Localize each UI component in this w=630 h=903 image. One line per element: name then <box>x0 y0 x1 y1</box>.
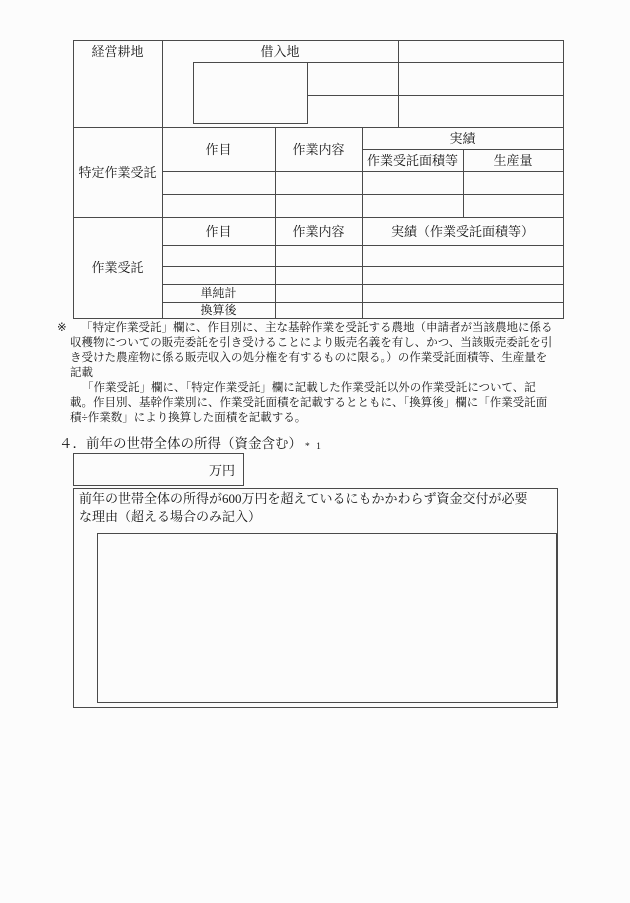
tokutei-entry-row-1[interactable] <box>163 172 563 194</box>
income-amount-box[interactable] <box>73 453 244 486</box>
jutaku-converted-cell[interactable] <box>276 303 563 318</box>
reason-label-line2: な理由（超える場合のみ記入） <box>79 509 262 524</box>
tokutei-col-results: 実績 <box>449 130 476 146</box>
jutaku-converted-label: 換算後 <box>200 303 237 317</box>
jutaku-entry-row-1[interactable] <box>163 246 563 266</box>
rented-land-detail-box[interactable] <box>194 63 307 123</box>
note-marker: ※ <box>57 322 67 334</box>
table-border <box>563 40 564 128</box>
reason-input-box[interactable] <box>97 533 557 703</box>
note-line: 「作業受託」欄に、「特定作業受託」欄に記載した作業受託以外の作業受託について、記 <box>82 382 536 394</box>
note-line: き受けた農産物に係る販売収入の処分権を有するものに限る。）の作業受託面積等、生産量を <box>70 352 548 364</box>
tokutei-col-work: 作業内容 <box>292 141 345 157</box>
table-border <box>307 62 308 124</box>
note-line: 載。作目別、基幹作業別に、作業受託面積を記載するとともに、「換算後」欄に「作業受託面 <box>70 397 548 409</box>
table-border <box>398 40 399 128</box>
rented-land-label: 借入地 <box>260 43 300 59</box>
reason-label-line1: 前年の世帯全体の所得が600万円を超えているにもかかわらず資金交付が必要 <box>79 491 528 506</box>
tokutei-col-production: 生産量 <box>493 152 533 168</box>
table-border <box>563 217 564 319</box>
table-border <box>563 127 564 218</box>
table-border <box>73 318 564 319</box>
table-border <box>193 123 308 124</box>
tokutei-row-label: 特定作業受託 <box>78 164 157 180</box>
section4-heading: ４．前年の世帯全体の所得（資金含む） <box>59 436 302 451</box>
note-line: 記載 <box>70 367 93 379</box>
tokutei-col-area: 作業受託面積等 <box>366 152 458 168</box>
amount-unit-label: 万円 <box>208 463 235 478</box>
note-line: 収穫物についての販売委託を引き受けることにより販売名義を有し、かつ、当該販売委託を引 <box>70 337 553 349</box>
note-line: 「特定作業受託」欄に、作目別に、主な基幹作業を受託する農地（申請者が当該農地に係る <box>81 322 553 334</box>
jutaku-entry-row-2[interactable] <box>163 267 563 284</box>
jutaku-simple-total-cell[interactable] <box>276 285 563 302</box>
management-land-label: 経営耕地 <box>91 43 144 59</box>
table-border <box>307 95 564 96</box>
tokutei-col-crop: 作目 <box>205 141 232 157</box>
jutaku-simple-total-label: 単純計 <box>200 286 237 300</box>
note-line: 積÷作業数」により換算した面積を記載する。 <box>70 412 307 424</box>
jutaku-row-label: 作業受託 <box>91 260 144 275</box>
jutaku-col-results: 実績（作業受託面積等） <box>390 223 534 239</box>
section4-footnote-ref: * 1 <box>305 442 323 452</box>
jutaku-col-crop: 作目 <box>205 223 232 239</box>
jutaku-col-work: 作業内容 <box>292 223 345 239</box>
tokutei-entry-row-2[interactable] <box>163 195 563 216</box>
